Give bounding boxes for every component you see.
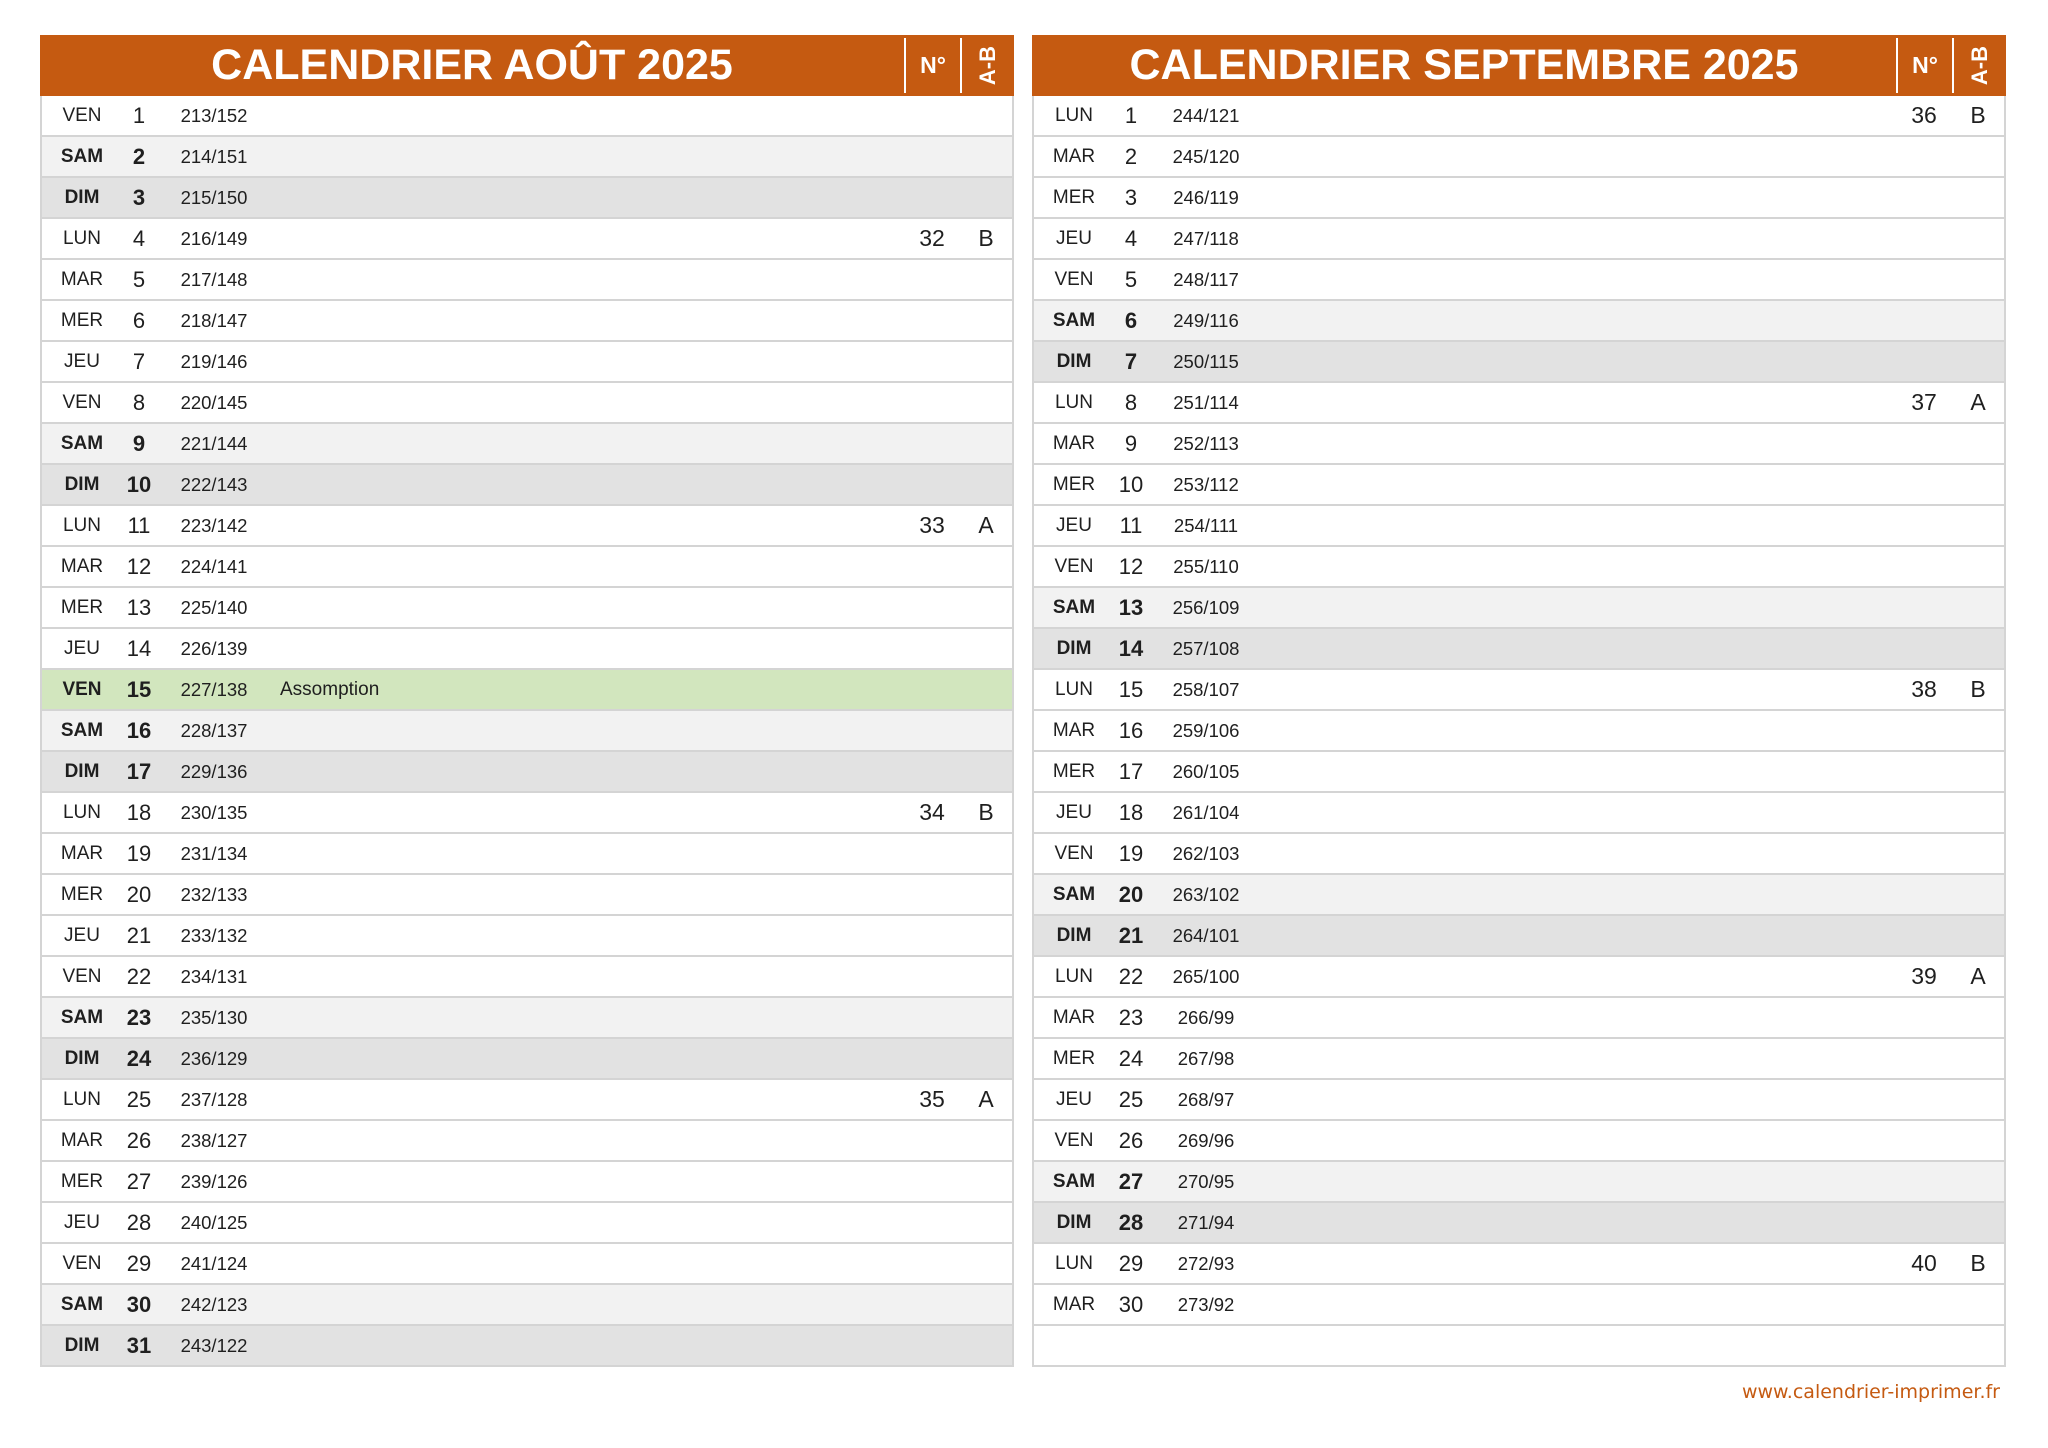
day-row	[42, 670, 1012, 711]
day-row	[1034, 1203, 2004, 1244]
month-title: CALENDRIER SEPTEMBRE 2025	[1129, 41, 1799, 89]
day-of-year: 230/135	[180, 801, 248, 823]
week-number-column-header: N°	[904, 38, 960, 93]
day-row	[1034, 711, 2004, 752]
day-number: 16	[1118, 717, 1144, 743]
day-name: VEN	[62, 1252, 102, 1274]
day-row	[42, 1244, 1012, 1285]
day-number: 31	[126, 1332, 152, 1358]
day-row	[1034, 219, 2004, 260]
day-number: 25	[1118, 1086, 1144, 1112]
day-of-year: 268/97	[1177, 1088, 1235, 1110]
day-name: DIM	[64, 186, 100, 208]
day-of-year: 220/145	[180, 391, 248, 413]
week-number: 35	[919, 1086, 945, 1112]
day-name: DIM	[1056, 350, 1092, 372]
day-name: MER	[60, 883, 104, 905]
day-row	[42, 1162, 1012, 1203]
day-row	[1034, 629, 2004, 670]
week-parity: B	[1970, 676, 1986, 702]
day-row	[1034, 465, 2004, 506]
day-number: 24	[126, 1045, 152, 1071]
day-of-year: 249/116	[1173, 309, 1239, 331]
day-name: DIM	[64, 760, 100, 782]
day-number: 11	[127, 512, 151, 538]
day-of-year: 214/151	[180, 145, 248, 167]
day-name: SAM	[1052, 596, 1096, 618]
day-of-year: 223/142	[180, 514, 248, 536]
day-number: 8	[132, 389, 146, 415]
day-number: 22	[126, 963, 152, 989]
day-row	[42, 711, 1012, 752]
week-number: 40	[1911, 1250, 1937, 1276]
day-name: VEN	[62, 965, 102, 987]
week-parity: B	[1970, 1250, 1986, 1276]
day-of-year: 245/120	[1172, 145, 1240, 167]
day-row	[42, 465, 1012, 506]
day-of-year: 238/127	[180, 1129, 248, 1151]
day-number: 9	[1124, 430, 1138, 456]
day-name: DIM	[64, 1334, 100, 1356]
day-number: 1	[132, 102, 146, 128]
day-of-year: 235/130	[180, 1006, 248, 1028]
day-row	[42, 752, 1012, 793]
day-number: 6	[1124, 307, 1138, 333]
day-of-year: 250/115	[1173, 350, 1239, 372]
day-of-year: 264/101	[1172, 924, 1240, 946]
day-name: MER	[60, 309, 104, 331]
day-of-year: 215/150	[180, 186, 248, 208]
day-row	[1034, 547, 2004, 588]
day-of-year: 252/113	[1173, 432, 1239, 454]
month-title: CALENDRIER AOÛT 2025	[211, 41, 733, 89]
day-number: 7	[132, 348, 146, 374]
event-label: Assomption	[280, 678, 380, 700]
day-name: VEN	[1054, 268, 1094, 290]
day-name: JEU	[64, 924, 100, 946]
day-name: SAM	[60, 1006, 104, 1028]
day-number: 18	[126, 799, 152, 825]
day-name: MER	[1052, 1047, 1096, 1069]
month-panel-september	[1032, 35, 2006, 1367]
week-parity-column-header	[1952, 38, 2006, 93]
day-of-year: 225/140	[180, 596, 248, 618]
day-row	[42, 260, 1012, 301]
day-of-year: 232/133	[180, 883, 248, 905]
day-number: 28	[126, 1209, 152, 1235]
day-name: SAM	[1052, 1170, 1096, 1192]
day-number: 10	[126, 471, 152, 497]
day-name: MER	[1052, 186, 1096, 208]
day-of-year: 254/111	[1173, 514, 1239, 536]
day-row	[42, 1326, 1012, 1365]
day-row	[1034, 1285, 2004, 1326]
day-row	[1034, 957, 2004, 998]
day-name: JEU	[64, 1211, 100, 1233]
day-name: JEU	[1056, 227, 1092, 249]
week-parity: B	[978, 225, 994, 251]
week-parity: A	[1970, 963, 1986, 989]
day-of-year: 231/134	[180, 842, 248, 864]
day-of-year: 258/107	[1172, 678, 1240, 700]
day-name: LUN	[1054, 104, 1093, 126]
day-of-year: 244/121	[1172, 104, 1240, 126]
day-of-year: 248/117	[1173, 268, 1239, 290]
day-name: LUN	[62, 801, 101, 823]
day-number: 5	[1124, 266, 1138, 292]
day-row	[1034, 260, 2004, 301]
day-name: SAM	[1052, 883, 1096, 905]
day-of-year: 273/92	[1177, 1293, 1235, 1315]
day-number: 15	[1118, 676, 1144, 702]
day-row	[1034, 301, 2004, 342]
day-name: VEN	[1054, 842, 1094, 864]
day-name: VEN	[62, 104, 102, 126]
day-number: 24	[1118, 1045, 1144, 1071]
day-name: LUN	[1054, 678, 1093, 700]
day-of-year: 221/144	[180, 432, 248, 454]
day-of-year: 253/112	[1173, 473, 1239, 495]
day-number: 14	[126, 635, 152, 661]
day-name: MAR	[60, 842, 104, 864]
day-number: 12	[1118, 553, 1144, 579]
day-row	[1034, 506, 2004, 547]
day-number: 27	[1118, 1168, 1144, 1194]
day-name: MAR	[60, 268, 104, 290]
day-of-year: 224/141	[180, 555, 248, 577]
day-row	[1034, 588, 2004, 629]
day-row	[42, 1039, 1012, 1080]
day-of-year: 219/146	[180, 350, 248, 372]
day-row	[1034, 834, 2004, 875]
week-number: 38	[1911, 676, 1937, 702]
day-number: 13	[126, 594, 152, 620]
day-name: JEU	[1056, 514, 1092, 536]
day-row	[1034, 1162, 2004, 1203]
day-of-year: 257/108	[1172, 637, 1240, 659]
day-of-year: 272/93	[1177, 1252, 1235, 1274]
day-of-year: 240/125	[180, 1211, 248, 1233]
day-row	[42, 383, 1012, 424]
day-number: 5	[132, 266, 146, 292]
day-name: VEN	[62, 678, 102, 700]
day-row	[42, 547, 1012, 588]
day-number: 28	[1118, 1209, 1144, 1235]
week-parity: A	[1970, 389, 1986, 415]
day-of-year: 228/137	[180, 719, 248, 741]
website-footer: www.calendrier-imprimer.fr	[1741, 1381, 2000, 1403]
day-of-year: 260/105	[1172, 760, 1240, 782]
week-number: 37	[1911, 389, 1937, 415]
day-of-year: 217/148	[180, 268, 248, 290]
day-name: JEU	[64, 350, 100, 372]
day-row	[42, 1203, 1012, 1244]
week-number: 34	[919, 799, 945, 825]
day-row	[1034, 670, 2004, 711]
week-parity-column-label: A-B	[1967, 45, 1992, 86]
day-of-year: 271/94	[1177, 1211, 1235, 1233]
day-of-year: 270/95	[1177, 1170, 1235, 1192]
day-name: SAM	[1052, 309, 1096, 331]
day-row	[42, 793, 1012, 834]
empty-row	[1034, 1326, 2004, 1365]
day-row	[42, 1121, 1012, 1162]
week-number: 36	[1911, 102, 1937, 128]
day-row	[42, 342, 1012, 383]
day-row	[1034, 1121, 2004, 1162]
day-name: LUN	[1054, 1252, 1093, 1274]
day-number: 7	[1124, 348, 1138, 374]
day-name: DIM	[64, 1047, 100, 1069]
day-of-year: 239/126	[180, 1170, 248, 1192]
day-name: SAM	[60, 145, 104, 167]
day-row	[1034, 793, 2004, 834]
day-name: JEU	[64, 637, 100, 659]
month-header	[40, 35, 1014, 96]
day-number: 4	[1124, 225, 1138, 251]
day-name: MER	[1052, 760, 1096, 782]
day-name: MAR	[1052, 1293, 1096, 1315]
day-name: LUN	[62, 514, 101, 536]
day-of-year: 261/104	[1172, 801, 1240, 823]
day-name: VEN	[62, 391, 102, 413]
day-of-year: 255/110	[1173, 555, 1239, 577]
day-row	[1034, 178, 2004, 219]
day-number: 17	[126, 758, 152, 784]
day-of-year: 256/109	[1172, 596, 1240, 618]
day-row	[1034, 424, 2004, 465]
day-number: 30	[1118, 1291, 1144, 1317]
day-of-year: 265/100	[1172, 965, 1240, 987]
day-name: DIM	[1056, 1211, 1092, 1233]
day-of-year: 263/102	[1172, 883, 1240, 905]
day-number: 4	[132, 225, 146, 251]
day-number: 18	[1118, 799, 1144, 825]
day-number: 2	[132, 143, 146, 169]
day-name: SAM	[60, 1293, 104, 1315]
day-number: 17	[1118, 758, 1144, 784]
day-row	[1034, 137, 2004, 178]
day-number: 22	[1118, 963, 1144, 989]
day-name: VEN	[1054, 555, 1094, 577]
day-row	[42, 1285, 1012, 1326]
week-parity: A	[978, 512, 994, 538]
day-name: MAR	[1052, 145, 1096, 167]
day-number: 21	[126, 922, 152, 948]
day-row	[42, 178, 1012, 219]
day-row	[42, 219, 1012, 260]
day-number: 11	[1119, 512, 1143, 538]
day-name: MAR	[60, 555, 104, 577]
day-of-year: 269/96	[1177, 1129, 1235, 1151]
day-row	[42, 1080, 1012, 1121]
day-name: JEU	[1056, 801, 1092, 823]
day-number: 3	[132, 184, 146, 210]
week-parity-column-header	[960, 38, 1014, 93]
day-row	[1034, 1080, 2004, 1121]
day-number: 14	[1118, 635, 1144, 661]
day-name: LUN	[1054, 391, 1093, 413]
day-number: 19	[126, 840, 152, 866]
day-of-year: 251/114	[1173, 391, 1239, 413]
day-number: 15	[126, 676, 152, 702]
day-of-year: 229/136	[180, 760, 248, 782]
day-number: 2	[1124, 143, 1138, 169]
week-number: 32	[919, 225, 945, 251]
day-number: 26	[126, 1127, 152, 1153]
day-row	[42, 629, 1012, 670]
day-number: 21	[1118, 922, 1144, 948]
day-row	[42, 998, 1012, 1039]
day-row	[1034, 1039, 2004, 1080]
day-of-year: 226/139	[180, 637, 248, 659]
day-of-year: 213/152	[180, 104, 248, 126]
day-name: MAR	[1052, 1006, 1096, 1028]
day-row	[1034, 96, 2004, 137]
day-name: MAR	[1052, 432, 1096, 454]
week-parity-column-label: A-B	[975, 45, 1000, 86]
week-number: 39	[1911, 963, 1937, 989]
day-of-year: 216/149	[180, 227, 248, 249]
day-of-year: 267/98	[1177, 1047, 1235, 1069]
day-name: MAR	[60, 1129, 104, 1151]
day-name: MER	[1052, 473, 1096, 495]
day-row	[1034, 752, 2004, 793]
day-of-year: 262/103	[1172, 842, 1240, 864]
day-row	[42, 588, 1012, 629]
day-of-year: 243/122	[180, 1334, 248, 1356]
week-parity: B	[978, 799, 994, 825]
day-of-year: 242/123	[180, 1293, 248, 1315]
day-name: JEU	[1056, 1088, 1092, 1110]
day-number: 10	[1118, 471, 1144, 497]
day-row	[1034, 342, 2004, 383]
day-name: LUN	[62, 1088, 101, 1110]
day-row	[42, 957, 1012, 998]
day-number: 20	[126, 881, 152, 907]
day-row	[1034, 998, 2004, 1039]
day-of-year: 222/143	[180, 473, 248, 495]
day-row	[42, 137, 1012, 178]
week-parity: B	[1970, 102, 1986, 128]
day-name: SAM	[60, 719, 104, 741]
week-number-column-header: N°	[1896, 38, 1952, 93]
day-number: 16	[126, 717, 152, 743]
day-number: 23	[1118, 1004, 1144, 1030]
day-number: 25	[126, 1086, 152, 1112]
day-row	[1034, 383, 2004, 424]
day-row	[42, 96, 1012, 137]
week-parity: A	[978, 1086, 994, 1112]
day-row	[42, 916, 1012, 957]
day-number: 13	[1118, 594, 1144, 620]
day-of-year: 218/147	[180, 309, 248, 331]
day-of-year: 233/132	[180, 924, 248, 946]
day-number: 8	[1124, 389, 1138, 415]
day-number: 29	[1118, 1250, 1144, 1276]
day-of-year: 234/131	[180, 965, 248, 987]
day-name: DIM	[1056, 924, 1092, 946]
day-row	[1034, 875, 2004, 916]
day-of-year: 237/128	[180, 1088, 248, 1110]
day-row	[42, 424, 1012, 465]
day-name: DIM	[64, 473, 100, 495]
day-of-year: 246/119	[1173, 186, 1239, 208]
day-number: 19	[1118, 840, 1144, 866]
day-of-year: 227/138	[180, 678, 248, 700]
day-name: MAR	[1052, 719, 1096, 741]
day-of-year: 236/129	[180, 1047, 248, 1069]
day-row	[1034, 916, 2004, 957]
day-number: 12	[126, 553, 152, 579]
day-name: MER	[60, 1170, 104, 1192]
day-number: 3	[1124, 184, 1138, 210]
day-number: 6	[132, 307, 146, 333]
day-row	[42, 875, 1012, 916]
day-rows	[1032, 96, 2006, 1367]
day-number: 20	[1118, 881, 1144, 907]
day-number: 27	[126, 1168, 152, 1194]
day-number: 1	[1124, 102, 1138, 128]
day-row	[42, 834, 1012, 875]
day-name: VEN	[1054, 1129, 1094, 1151]
day-number: 9	[132, 430, 146, 456]
day-number: 26	[1118, 1127, 1144, 1153]
day-row	[1034, 1244, 2004, 1285]
day-of-year: 259/106	[1172, 719, 1240, 741]
week-number: 33	[919, 512, 945, 538]
day-name: LUN	[1054, 965, 1093, 987]
day-name: LUN	[62, 227, 101, 249]
day-of-year: 266/99	[1177, 1006, 1235, 1028]
day-name: DIM	[1056, 637, 1092, 659]
month-panel-august	[40, 35, 1014, 1367]
day-of-year: 247/118	[1173, 227, 1239, 249]
day-number: 23	[126, 1004, 152, 1030]
day-name: MER	[60, 596, 104, 618]
day-name: SAM	[60, 432, 104, 454]
day-number: 29	[126, 1250, 152, 1276]
day-row	[42, 506, 1012, 547]
day-row	[42, 301, 1012, 342]
month-header	[1032, 35, 2006, 96]
day-number: 30	[126, 1291, 152, 1317]
day-of-year: 241/124	[180, 1252, 248, 1274]
day-rows	[40, 96, 1014, 1367]
